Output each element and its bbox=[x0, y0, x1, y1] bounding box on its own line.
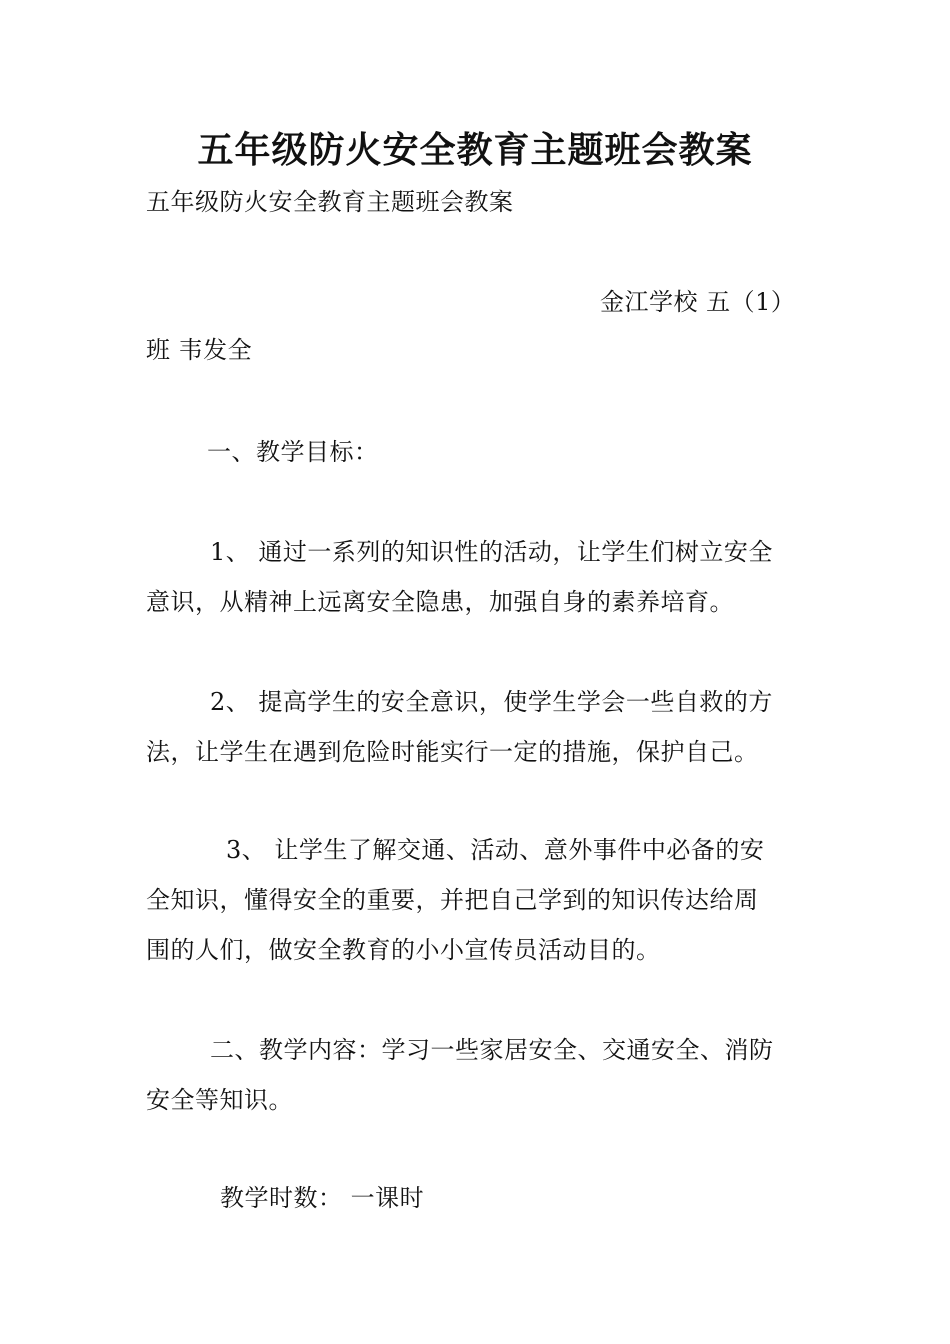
objective-3-line-2: 全知识，懂得安全的重要，并把自己学到的知识传达给周 bbox=[146, 886, 759, 914]
objective-2-line-1: 2、 提高学生的安全意识，使学生学会一些自救的方 bbox=[210, 688, 773, 716]
objective-3-line-1: 3、 让学生了解交通、活动、意外事件中必备的安 bbox=[226, 836, 765, 864]
section-content-line-2: 安全等知识。 bbox=[146, 1086, 293, 1114]
teaching-hours: 教学时数： 一课时 bbox=[220, 1184, 425, 1212]
objective-1-line-1: 1、 通过一系列的知识性的活动，让学生们树立安全 bbox=[210, 538, 773, 566]
objective-2-line-2: 法，让学生在遇到危险时能实行一定的措施，保护自己。 bbox=[146, 738, 759, 766]
document-subtitle: 五年级防火安全教育主题班会教案 bbox=[146, 188, 514, 216]
author-name: 班 韦发全 bbox=[146, 336, 253, 364]
section-content-line-1: 二、教学内容：学习一些家居安全、交通安全、消防 bbox=[210, 1036, 774, 1064]
objective-3-line-3: 围的人们，做安全教育的小小宣传员活动目的。 bbox=[146, 936, 661, 964]
author-school-class: 金江学校 五（1） bbox=[600, 288, 796, 316]
section-heading-objectives: 一、教学目标： bbox=[207, 438, 379, 466]
objective-1-line-2: 意识，从精神上远离安全隐患，加强自身的素养培育。 bbox=[146, 588, 734, 616]
document-title: 五年级防火安全教育主题班会教案 bbox=[197, 129, 753, 171]
